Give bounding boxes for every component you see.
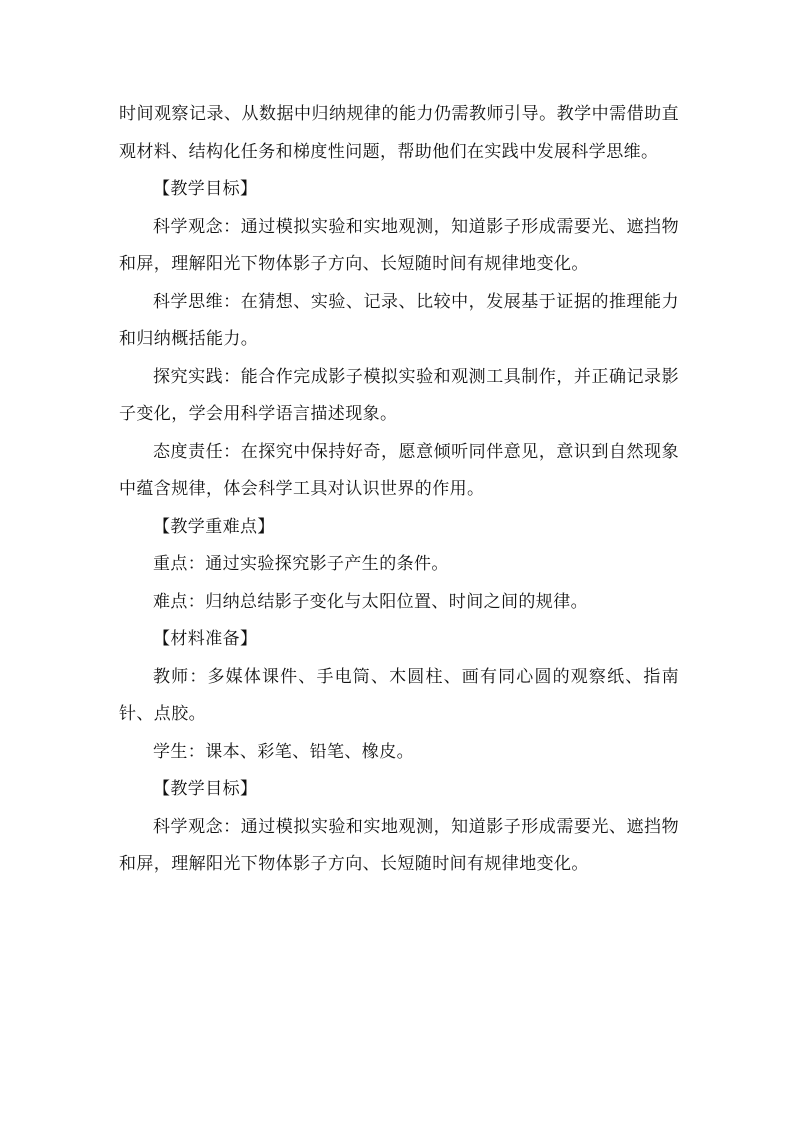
document-body — [119, 96, 679, 884]
section-heading-teaching-goals: 【教学目标】 — [153, 179, 258, 199]
goal-scientific-concept: 科学观念：通过模拟实验和实地观测，知道影子形成需要光、遮挡物和屏，理解阳光下物体影子方向、长短随时间有规律地变化。 — [119, 216, 679, 274]
key-point: 重点：通过实验探究影子产生的条件。 — [153, 554, 449, 574]
difficult-point: 难点：归纳总结影子变化与太阳位置、时间之间的规律。 — [153, 591, 588, 612]
materials-teacher: 教师：多媒体课件、手电筒、木圆柱、画有同心圆的观察纸、指南针、点胶。 — [119, 666, 679, 724]
goal-attitude-responsibility: 态度责任：在探究中保持好奇，愿意倾听同伴意见，意识到自然现象中蕴含规律，体会科学工具对认识世界的作用。 — [119, 441, 679, 499]
goal-inquiry-practice: 探究实践：能合作完成影子模拟实验和观测工具制作，并正确记录影子变化，学会用科学语言描述现象。 — [119, 366, 679, 424]
materials-student: 学生：课本、彩笔、铅笔、橡皮。 — [153, 741, 414, 762]
goal-scientific-concept-repeat: 科学观念：通过模拟实验和实地观测，知道影子形成需要光、遮挡物和屏，理解阳光下物体影子方向、长短随时间有规律地变化。 — [119, 816, 679, 874]
body-paragraph: 时间观察记录、从数据中归纳规律的能力仍需教师引导。教学中需借助直观材料、结构化任务和梯度性问题，帮助他们在实践中发展科学思维。 — [119, 104, 679, 162]
section-heading-key-points: 【教学重难点】 — [153, 516, 275, 537]
goal-scientific-thinking: 科学思维：在猜想、实验、记录、比较中，发展基于证据的推理能力和归纳概括能力。 — [119, 291, 679, 349]
section-heading-materials: 【材料准备】 — [153, 629, 258, 649]
section-heading-teaching-goals-repeat: 【教学目标】 — [153, 779, 258, 799]
